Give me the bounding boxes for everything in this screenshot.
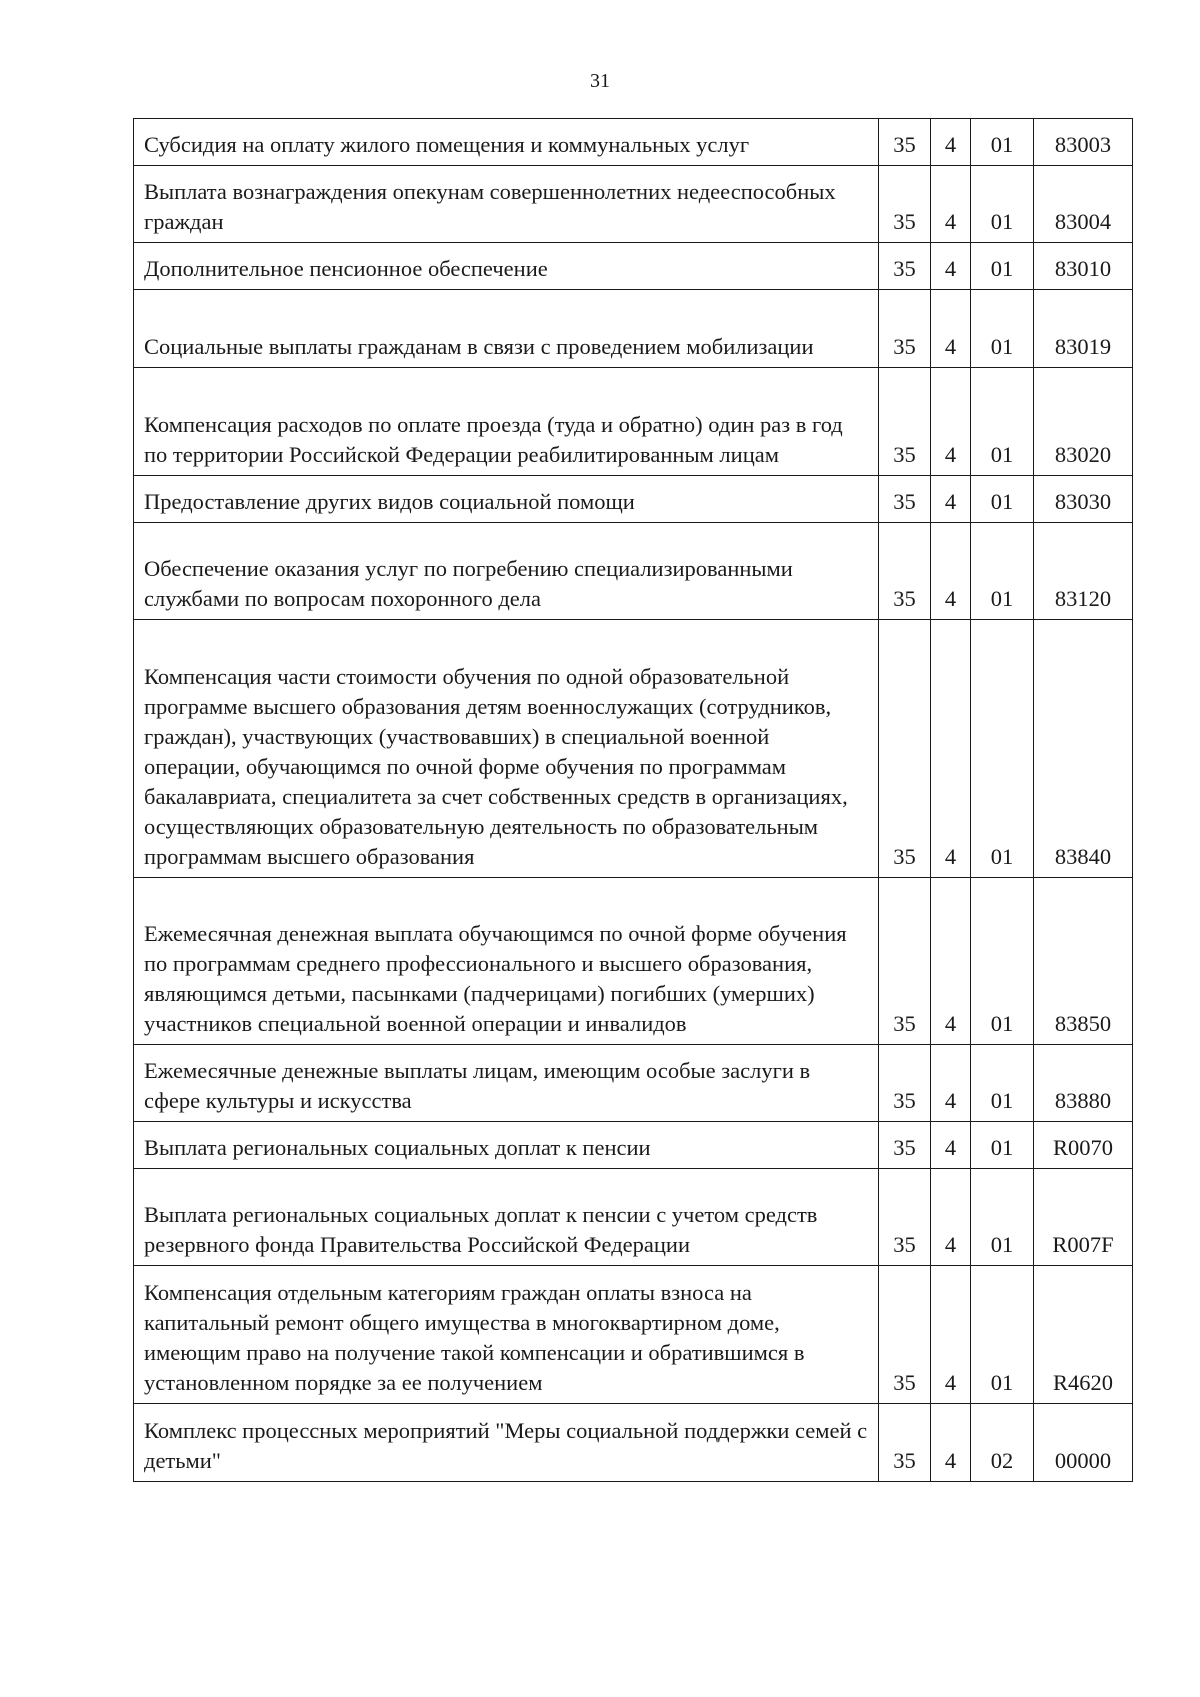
row-code-3: 01 <box>971 1169 1034 1266</box>
row-code-3: 01 <box>971 1122 1034 1169</box>
row-code-4: 00000 <box>1034 1404 1133 1482</box>
row-code-3: 01 <box>971 620 1034 878</box>
row-code-3: 01 <box>971 1266 1034 1404</box>
row-code-4: R007F <box>1034 1169 1133 1266</box>
row-code-1: 35 <box>879 878 931 1045</box>
table-row <box>134 878 1133 1045</box>
row-code-1: 35 <box>879 1266 931 1404</box>
row-code-2: 4 <box>931 476 971 523</box>
row-code-3: 01 <box>971 523 1034 620</box>
row-name-cell: Выплата вознаграждения опекунам совершеннолетних недееспособных граждан <box>134 166 879 243</box>
table-row <box>134 1266 1133 1404</box>
row-code-1: 35 <box>879 1404 931 1482</box>
table-row <box>134 166 1133 243</box>
row-code-3: 01 <box>971 878 1034 1045</box>
row-code-3: 02 <box>971 1404 1034 1482</box>
row-name-cell: Социальные выплаты гражданам в связи с проведением мобилизации <box>134 290 879 368</box>
row-code-3: 01 <box>971 476 1034 523</box>
row-code-1: 35 <box>879 1045 931 1122</box>
page-number: 31 <box>590 70 610 92</box>
row-code-1: 35 <box>879 1169 931 1266</box>
row-name-cell: Компенсация части стоимости обучения по одной образовательной программе высшего образования детям военнослужащих (сотрудников, граждан), участвующих (участвовавших) в специальной военной операции, обучающимся по очной форме обучения по программам бакалавриата, специалитета за счет собственных средств в организациях, осуществляющих образовательную деятельность по образовательным программам высшего образования <box>134 620 879 878</box>
row-code-2: 4 <box>931 1266 971 1404</box>
row-code-4: 83020 <box>1034 368 1133 476</box>
row-code-2: 4 <box>931 243 971 290</box>
row-code-4: 83880 <box>1034 1045 1133 1122</box>
table-row <box>134 523 1133 620</box>
row-code-1: 35 <box>879 476 931 523</box>
row-code-2: 4 <box>931 290 971 368</box>
table-row <box>134 476 1133 523</box>
row-code-2: 4 <box>931 368 971 476</box>
row-name-cell: Ежемесячные денежные выплаты лицам, имеющим особые заслуги в сфере культуры и искусства <box>134 1045 879 1122</box>
row-code-2: 4 <box>931 620 971 878</box>
row-code-4: 83004 <box>1034 166 1133 243</box>
row-name-cell: Предоставление других видов социальной помощи <box>134 476 879 523</box>
row-code-1: 35 <box>879 620 931 878</box>
row-code-1: 35 <box>879 290 931 368</box>
row-code-2: 4 <box>931 878 971 1045</box>
table-row <box>134 368 1133 476</box>
row-name-cell: Выплата региональных социальных доплат к пенсии с учетом средств резервного фонда Правительства Российской Федерации <box>134 1169 879 1266</box>
budget-classification-table <box>133 118 1133 1482</box>
row-code-4: 83019 <box>1034 290 1133 368</box>
row-code-2: 4 <box>931 1404 971 1482</box>
row-name-cell: Компенсация расходов по оплате проезда (туда и обратно) один раз в год по территории Российской Федерации реабилитированным лицам <box>134 368 879 476</box>
row-code-4: 83850 <box>1034 878 1133 1045</box>
row-name-cell: Дополнительное пенсионное обеспечение <box>134 243 879 290</box>
row-code-1: 35 <box>879 1122 931 1169</box>
row-code-4: 83030 <box>1034 476 1133 523</box>
row-code-1: 35 <box>879 166 931 243</box>
row-code-4: 83840 <box>1034 620 1133 878</box>
row-name-cell: Выплата региональных социальных доплат к пенсии <box>134 1122 879 1169</box>
row-code-4: 83003 <box>1034 119 1133 166</box>
table-row <box>134 1169 1133 1266</box>
row-code-2: 4 <box>931 1169 971 1266</box>
table-row <box>134 1122 1133 1169</box>
table-row <box>134 119 1133 166</box>
row-code-3: 01 <box>971 368 1034 476</box>
row-code-1: 35 <box>879 119 931 166</box>
row-code-4: R0070 <box>1034 1122 1133 1169</box>
row-name-cell: Ежемесячная денежная выплата обучающимся по очной форме обучения по программам среднего профессионального и высшего образования, являющимся детьми, пасынками (падчерицами) погибших (умерших) участников специальной военной операции и инвалидов <box>134 878 879 1045</box>
table-row <box>134 243 1133 290</box>
row-code-3: 01 <box>971 166 1034 243</box>
row-code-1: 35 <box>879 243 931 290</box>
row-code-3: 01 <box>971 1045 1034 1122</box>
row-code-1: 35 <box>879 523 931 620</box>
row-code-2: 4 <box>931 523 971 620</box>
row-name-cell: Комплекс процессных мероприятий "Меры социальной поддержки семей с детьми" <box>134 1404 879 1482</box>
row-name-cell: Субсидия на оплату жилого помещения и коммунальных услуг <box>134 119 879 166</box>
row-code-4: 83010 <box>1034 243 1133 290</box>
table-row <box>134 1404 1133 1482</box>
row-code-2: 4 <box>931 166 971 243</box>
row-name-cell: Обеспечение оказания услуг по погребению специализированными службами по вопросам похоронного дела <box>134 523 879 620</box>
row-name-cell: Компенсация отдельным категориям граждан оплаты взноса на капитальный ремонт общего имущества в многоквартирном доме, имеющим право на получение такой компенсации и обратившимся в установленном порядке за ее получением <box>134 1266 879 1404</box>
row-code-3: 01 <box>971 290 1034 368</box>
row-code-3: 01 <box>971 119 1034 166</box>
table-row <box>134 290 1133 368</box>
row-code-2: 4 <box>931 119 971 166</box>
row-code-2: 4 <box>931 1122 971 1169</box>
row-code-4: 83120 <box>1034 523 1133 620</box>
table-row <box>134 1045 1133 1122</box>
row-code-1: 35 <box>879 368 931 476</box>
table-row <box>134 620 1133 878</box>
row-code-4: R4620 <box>1034 1266 1133 1404</box>
row-code-2: 4 <box>931 1045 971 1122</box>
row-code-3: 01 <box>971 243 1034 290</box>
